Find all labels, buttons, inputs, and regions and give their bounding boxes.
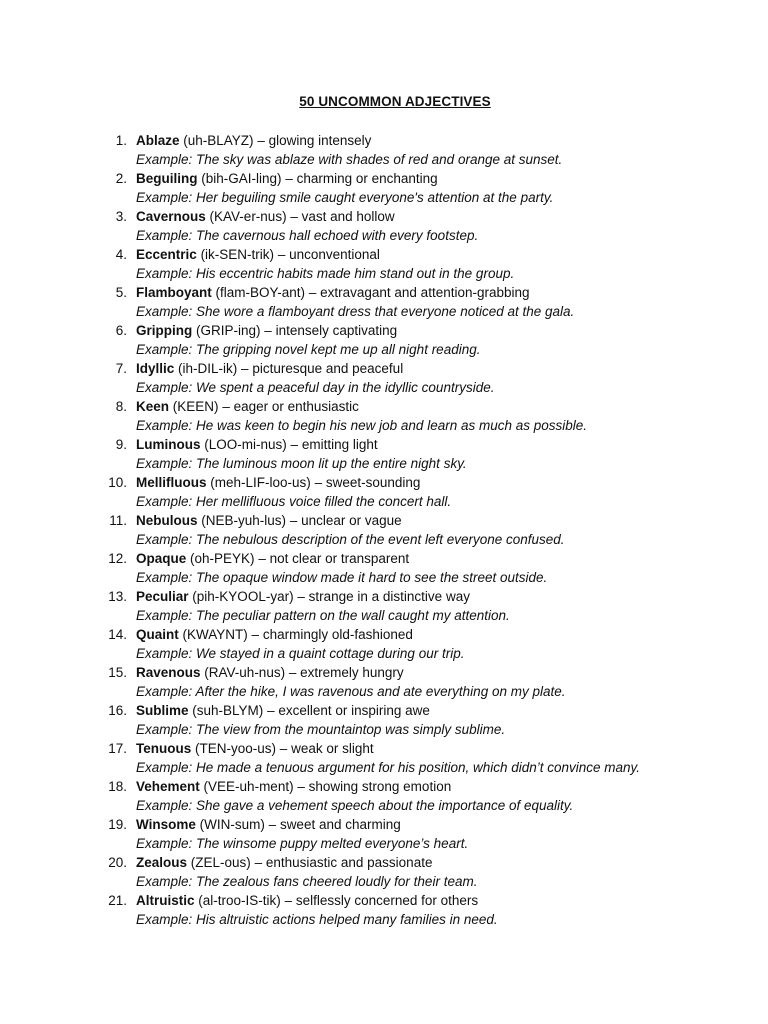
example-label: Example: [136, 152, 193, 167]
entry-example-line [136, 492, 451, 511]
example-label: Example: [136, 418, 193, 433]
example-label: Example: [136, 646, 193, 661]
entry-example: She wore a flamboyant dress that everyone noticed at the gala. [196, 304, 575, 319]
entry-example: We spent a peaceful day in the idyllic countryside. [196, 380, 495, 395]
entry-term: Opaque [136, 551, 187, 566]
entry-pronunciation: (meh-LIF-loo-us) [210, 475, 311, 490]
example-label: Example: [136, 608, 193, 623]
entry-number: 1. [115, 133, 127, 148]
entry-pronunciation: (ik-SEN-trik) [200, 247, 275, 262]
entry-dash: – [290, 209, 298, 224]
entry-definition: eager or enthusiastic [233, 399, 359, 414]
entry-dash: – [314, 475, 323, 490]
entry-number: 19. [108, 817, 127, 832]
entry-term: Eccentric [136, 247, 197, 262]
entry-example: The view from the mountaintop was simply sublime. [196, 722, 506, 737]
entry-definition-line [136, 169, 438, 188]
entry-example-line [136, 644, 464, 663]
entry-definition: sweet and charming [279, 817, 401, 832]
entry-definition-line [136, 739, 374, 758]
entry-example-line [136, 872, 477, 891]
entry-definition-line [136, 511, 402, 530]
entry-definition: intensely captivating [275, 323, 398, 338]
entry-pronunciation: (uh-BLAYZ) [183, 133, 254, 148]
entry-example: His altruistic actions helped many families in need. [196, 912, 498, 927]
example-label: Example: [136, 684, 193, 699]
entry-example: We stayed in a quaint cottage during our trip. [196, 646, 465, 661]
entry-example: The gripping novel kept me up all night reading. [196, 342, 481, 357]
entry-example-line [136, 910, 498, 929]
entry-dash: – [257, 133, 265, 148]
entry-number: 16. [108, 703, 127, 718]
entry-example-line [136, 150, 562, 169]
entry-dash: – [290, 437, 299, 452]
entry-example: Her mellifluous voice filled the concert hall. [196, 494, 452, 509]
entry-pronunciation: (KEEN) [172, 399, 219, 414]
entry-definition-line [136, 131, 371, 150]
entry-definition: weak or slight [291, 741, 374, 756]
example-label: Example: [136, 380, 193, 395]
entry-term: Altruistic [136, 893, 195, 908]
entry-definition-line [136, 473, 420, 492]
example-label: Example: [136, 266, 193, 281]
example-label: Example: [136, 570, 193, 585]
entry-number: 5. [115, 285, 127, 300]
entry-definition: charming or enchanting [296, 171, 438, 186]
example-label: Example: [136, 228, 193, 243]
example-label: Example: [136, 874, 193, 889]
entry-pronunciation: (ZEL-ous) [190, 855, 251, 870]
entry-example: The cavernous hall echoed with every footstep. [196, 228, 479, 243]
entry-definition-line [136, 359, 403, 378]
entry-example: The opaque window made it hard to see the street outside. [196, 570, 548, 585]
entry-term: Cavernous [136, 209, 206, 224]
entry-example: The peculiar pattern on the wall caught my attention. [196, 608, 510, 623]
entry-definition: showing strong emotion [308, 779, 452, 794]
entry-dash: – [284, 893, 293, 908]
entry-definition-line [136, 397, 359, 416]
entry-definition: selflessly concerned for others [295, 893, 479, 908]
entry-number: 15. [108, 665, 127, 680]
entry-number: 13. [108, 589, 127, 604]
entry-example-line [136, 188, 553, 207]
example-label: Example: [136, 798, 193, 813]
entry-example: The sky was ablaze with shades of red and orange at sunset. [196, 152, 563, 167]
entry-example: After the hike, I was ravenous and ate everything on my plate. [195, 684, 566, 699]
entry-pronunciation: (TEN-yoo-us) [195, 741, 277, 756]
entry-definition: enthusiastic and passionate [265, 855, 433, 870]
entry-dash: – [267, 703, 275, 718]
example-label: Example: [136, 494, 193, 509]
entry-definition: glowing intensely [268, 133, 372, 148]
entry-example-line [136, 568, 547, 587]
entry-pronunciation: (flam-BOY-ant) [215, 285, 306, 300]
entry-number: 2. [115, 171, 127, 186]
entry-example-line [136, 226, 478, 245]
entry-dash: – [251, 627, 260, 642]
entry-example-line [136, 796, 573, 815]
entry-number: 12. [108, 551, 127, 566]
entry-term: Gripping [136, 323, 193, 338]
entry-example-line [136, 302, 574, 321]
entry-pronunciation: (WIN-sum) [199, 817, 265, 832]
entry-definition-line [136, 245, 380, 264]
example-label: Example: [136, 532, 193, 547]
entry-number: 14. [108, 627, 127, 642]
entry-term: Vehement [136, 779, 200, 794]
entry-term: Tenuous [136, 741, 192, 756]
entry-definition: picturesque and peaceful [252, 361, 404, 376]
entry-term: Winsome [136, 817, 196, 832]
entry-example: She gave a vehement speech about the importance of equality. [196, 798, 574, 813]
entry-dash: – [297, 589, 305, 604]
entry-dash: – [254, 855, 263, 870]
example-label: Example: [136, 836, 193, 851]
entry-definition: not clear or transparent [269, 551, 410, 566]
entry-example: The zealous fans cheered loudly for their team. [196, 874, 478, 889]
entry-dash: – [285, 171, 293, 186]
entry-definition: extravagant and attention-grabbing [320, 285, 530, 300]
entry-term: Ablaze [136, 133, 180, 148]
entry-definition-line [136, 853, 432, 872]
entry-definition: charmingly old-fashioned [262, 627, 413, 642]
entry-pronunciation: (suh-BLYM) [192, 703, 264, 718]
entry-example-line [136, 416, 587, 435]
example-label: Example: [136, 190, 193, 205]
entry-term: Flamboyant [136, 285, 212, 300]
entry-example: The nebulous description of the event left everyone confused. [196, 532, 565, 547]
entry-example-line [136, 264, 514, 283]
entry-dash: – [289, 513, 298, 528]
entry-pronunciation: (KWAYNT) [182, 627, 248, 642]
entry-definition: unconventional [289, 247, 380, 262]
entry-pronunciation: (pih-KYOOL-yar) [192, 589, 294, 604]
entry-definition-line [136, 207, 395, 226]
entry-term: Keen [136, 399, 170, 414]
entry-definition-line [136, 587, 470, 606]
entry-dash: – [277, 247, 286, 262]
entry-example-line [136, 378, 494, 397]
entry-term: Nebulous [136, 513, 198, 528]
entry-pronunciation: (LOO-mi-nus) [204, 437, 287, 452]
entry-example-line [136, 606, 510, 625]
example-label: Example: [136, 722, 193, 737]
entry-definition-line [136, 435, 378, 454]
entry-example-line [136, 834, 468, 853]
entry-dash: – [279, 741, 288, 756]
entry-definition: extremely hungry [300, 665, 404, 680]
entry-example: Her beguiling smile caught everyone's attention at the party. [196, 190, 554, 205]
entry-example: The luminous moon lit up the entire night sky. [196, 456, 467, 471]
entry-term: Ravenous [136, 665, 201, 680]
entry-definition-line [136, 815, 401, 834]
entry-definition-line [136, 283, 530, 302]
entry-definition-line [136, 777, 451, 796]
entry-dash: – [222, 399, 230, 414]
entry-dash: – [258, 551, 266, 566]
entry-definition-line [136, 321, 397, 340]
example-label: Example: [136, 760, 193, 775]
entry-definition: vast and hollow [301, 209, 395, 224]
entry-dash: – [268, 817, 277, 832]
entry-dash: – [297, 779, 305, 794]
entry-pronunciation: (oh-PEYK) [190, 551, 255, 566]
entry-example-line [136, 720, 505, 739]
entry-pronunciation: (GRIP-ing) [196, 323, 261, 338]
entry-definition-line [136, 549, 409, 568]
entry-definition: strange in a distinctive way [308, 589, 470, 604]
entry-pronunciation: (bih-GAI-ling) [201, 171, 282, 186]
entry-number: 18. [108, 779, 127, 794]
entry-pronunciation: (RAV-uh-nus) [204, 665, 286, 680]
entry-number: 6. [115, 323, 127, 338]
entry-pronunciation: (KAV-er-nus) [209, 209, 287, 224]
entry-example-line [136, 758, 640, 777]
entry-term: Luminous [136, 437, 201, 452]
entry-term: Sublime [136, 703, 189, 718]
entry-definition: unclear or vague [301, 513, 402, 528]
entry-number: 4. [115, 247, 127, 262]
example-label: Example: [136, 456, 193, 471]
entry-pronunciation: (VEE-uh-ment) [203, 779, 294, 794]
entry-dash: – [288, 665, 297, 680]
entry-pronunciation: (NEB-yuh-lus) [201, 513, 287, 528]
entry-definition: excellent or inspiring awe [278, 703, 430, 718]
entry-term: Peculiar [136, 589, 189, 604]
entry-dash: – [241, 361, 249, 376]
example-label: Example: [136, 912, 193, 927]
entry-term: Zealous [136, 855, 188, 870]
entry-example-line [136, 682, 566, 701]
entry-dash: – [264, 323, 272, 338]
entry-term: Quaint [136, 627, 179, 642]
entry-number: 21. [108, 893, 127, 908]
entry-definition-line [136, 625, 413, 644]
entry-term: Mellifluous [136, 475, 207, 490]
entry-example-line [136, 530, 565, 549]
entry-term: Beguiling [136, 171, 198, 186]
example-label: Example: [136, 342, 193, 357]
entry-definition-line [136, 701, 430, 720]
entry-number: 8. [115, 399, 127, 414]
entry-number: 3. [115, 209, 127, 224]
entry-example: His eccentric habits made him stand out in the group. [196, 266, 515, 281]
entry-dash: – [308, 285, 317, 300]
entry-definition-line [136, 663, 404, 682]
example-label: Example: [136, 304, 193, 319]
entry-number: 7. [115, 361, 127, 376]
entry-example: The winsome puppy melted everyone’s heart. [196, 836, 469, 851]
entry-term: Idyllic [136, 361, 175, 376]
entry-definition-line [136, 891, 478, 910]
entry-number: 11. [109, 513, 127, 528]
entry-number: 10. [108, 475, 127, 490]
entry-number: 9. [115, 437, 127, 452]
entry-definition: emitting light [301, 437, 378, 452]
entry-pronunciation: (ih-DIL-ik) [178, 361, 238, 376]
entry-example: He made a tenuous argument for his position, which didn’t convince many. [196, 760, 641, 775]
entry-pronunciation: (al-troo-IS-tik) [198, 893, 281, 908]
document-title: 50 UNCOMMON ADJECTIVES [299, 94, 491, 109]
entry-example-line [136, 454, 467, 473]
entry-example: He was keen to begin his new job and learn as much as possible. [196, 418, 588, 433]
entry-example-line [136, 340, 480, 359]
entry-definition: sweet-sounding [325, 475, 421, 490]
entry-number: 20. [108, 855, 127, 870]
entry-number: 17. [108, 741, 127, 756]
